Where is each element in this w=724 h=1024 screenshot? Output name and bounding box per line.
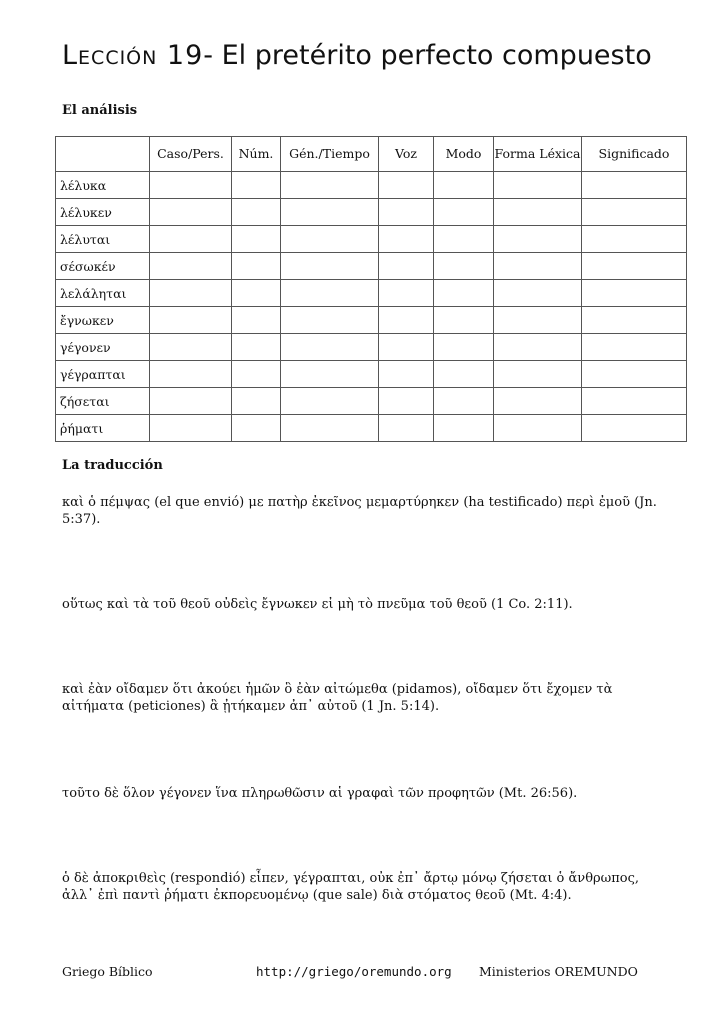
answer-cell[interactable]: [434, 172, 494, 199]
translation-sentence-5: ὁ δὲ ἀποκριθεὶς (respondió) εἶπεν, γέγραπται, οὐκ ἐπ᾽ ἄρτῳ μόνῳ ζήσεται ὁ ἄνθρωπος, ἀλλ᾽ ἐπὶ παντὶ ῥήματι ἐκπορευομένῳ (que sale) διὰ στόματος θεοῦ (Mt. 4:4).: [62, 871, 640, 903]
title-separator: -: [203, 40, 222, 71]
answer-cell[interactable]: [232, 388, 281, 415]
answer-cell[interactable]: [494, 226, 582, 253]
table-row: [56, 253, 687, 280]
column-header-voice: Voz: [379, 137, 434, 172]
answer-cell[interactable]: [281, 199, 379, 226]
greek-word-cell: γέγραπται: [56, 361, 150, 388]
answer-cell[interactable]: [379, 226, 434, 253]
answer-cell[interactable]: [494, 334, 582, 361]
answer-cell[interactable]: [379, 280, 434, 307]
answer-cell[interactable]: [379, 307, 434, 334]
greek-word-cell: ἔγνωκεν: [56, 307, 150, 334]
greek-word-cell: λέλυται: [56, 226, 150, 253]
table-row: [56, 415, 687, 442]
lesson-subject: El pretérito perfecto compuesto: [221, 40, 652, 71]
answer-cell[interactable]: [150, 172, 232, 199]
answer-cell[interactable]: [379, 415, 434, 442]
answer-cell[interactable]: [434, 199, 494, 226]
answer-cell[interactable]: [281, 226, 379, 253]
page-title: [62, 40, 652, 71]
column-header-meaning: Significado: [582, 137, 687, 172]
analysis-table: [55, 136, 687, 442]
answer-cell[interactable]: [582, 334, 687, 361]
answer-cell[interactable]: [150, 334, 232, 361]
answer-cell[interactable]: [494, 388, 582, 415]
table-row: [56, 280, 687, 307]
answer-cell[interactable]: [281, 388, 379, 415]
footer-url: http://griego/oremundo.org: [256, 964, 452, 979]
answer-cell[interactable]: [494, 172, 582, 199]
answer-cell[interactable]: [281, 172, 379, 199]
greek-word-cell: λελάληται: [56, 280, 150, 307]
column-header-word: [56, 137, 150, 172]
answer-cell[interactable]: [232, 334, 281, 361]
answer-cell[interactable]: [232, 253, 281, 280]
answer-cell[interactable]: [281, 253, 379, 280]
answer-cell[interactable]: [582, 253, 687, 280]
greek-word-cell: σέσωκέν: [56, 253, 150, 280]
column-header-mood: Modo: [434, 137, 494, 172]
answer-cell[interactable]: [494, 415, 582, 442]
greek-word-cell: λέλυκεν: [56, 199, 150, 226]
answer-cell[interactable]: [434, 307, 494, 334]
answer-cell[interactable]: [582, 172, 687, 199]
answer-cell[interactable]: [434, 388, 494, 415]
table-row: [56, 172, 687, 199]
greek-word-cell: ζήσεται: [56, 388, 150, 415]
answer-cell[interactable]: [281, 361, 379, 388]
table-row: [56, 334, 687, 361]
answer-cell[interactable]: [150, 307, 232, 334]
table-row: [56, 361, 687, 388]
table-header-row: [56, 137, 687, 172]
answer-cell[interactable]: [379, 334, 434, 361]
answer-cell[interactable]: [150, 388, 232, 415]
greek-word-cell: ῥήματι: [56, 415, 150, 442]
answer-cell[interactable]: [494, 280, 582, 307]
table-row: [56, 388, 687, 415]
answer-cell[interactable]: [434, 415, 494, 442]
answer-cell[interactable]: [434, 361, 494, 388]
answer-cell[interactable]: [379, 199, 434, 226]
translation-heading: La traducción: [62, 458, 163, 473]
answer-cell[interactable]: [582, 388, 687, 415]
answer-cell[interactable]: [434, 226, 494, 253]
translation-sentence-3: καὶ ἐὰν οἴδαμεν ὅτι ἀκούει ἡμῶν ὃ ἐὰν αἰτώμεθα (pidamos), οἴδαμεν ὅτι ἔχομεν τὰ αἰτήματα (peticiones) ἃ ᾐτήκαμεν ἀπ᾽ αὐτοῦ (1 Jn. 5:14).: [62, 682, 613, 714]
answer-cell[interactable]: [150, 415, 232, 442]
answer-cell[interactable]: [281, 334, 379, 361]
answer-cell[interactable]: [434, 334, 494, 361]
answer-cell[interactable]: [281, 307, 379, 334]
table-row: [56, 307, 687, 334]
answer-cell[interactable]: [582, 361, 687, 388]
answer-cell[interactable]: [434, 280, 494, 307]
answer-cell[interactable]: [494, 199, 582, 226]
answer-cell[interactable]: [582, 415, 687, 442]
answer-cell[interactable]: [582, 226, 687, 253]
answer-cell[interactable]: [494, 361, 582, 388]
answer-cell[interactable]: [232, 280, 281, 307]
answer-cell[interactable]: [379, 361, 434, 388]
answer-cell[interactable]: [281, 280, 379, 307]
answer-cell[interactable]: [232, 361, 281, 388]
answer-cell[interactable]: [232, 199, 281, 226]
answer-cell[interactable]: [582, 307, 687, 334]
footer-left: Griego Bíblico: [62, 964, 153, 979]
answer-cell[interactable]: [232, 415, 281, 442]
answer-cell[interactable]: [232, 226, 281, 253]
column-header-case: Caso/Pers.: [150, 137, 232, 172]
answer-cell[interactable]: [150, 226, 232, 253]
answer-cell[interactable]: [582, 280, 687, 307]
answer-cell[interactable]: [379, 388, 434, 415]
answer-cell[interactable]: [150, 280, 232, 307]
answer-cell[interactable]: [150, 199, 232, 226]
translation-sentence-4: τοῦτο δὲ ὅλον γέγονεν ἵνα πληρωθῶσιν αἱ γραφαὶ τῶν προφητῶν (Mt. 26:56).: [62, 786, 578, 801]
answer-cell[interactable]: [232, 172, 281, 199]
answer-cell[interactable]: [379, 253, 434, 280]
analysis-heading: El análisis: [62, 103, 138, 118]
greek-word-cell: γέγονεν: [56, 334, 150, 361]
answer-cell[interactable]: [494, 253, 582, 280]
column-header-gender-tense: Gén./Tiempo: [281, 137, 379, 172]
answer-cell[interactable]: [379, 172, 434, 199]
greek-word-cell: λέλυκα: [56, 172, 150, 199]
answer-cell[interactable]: [434, 253, 494, 280]
answer-cell[interactable]: [150, 253, 232, 280]
answer-cell[interactable]: [494, 307, 582, 334]
column-header-lexical-form: Forma Léxica: [494, 137, 582, 172]
translation-sentence-2: οὕτως καὶ τὰ τοῦ θεοῦ οὐδεὶς ἔγνωκεν εἰ μὴ τὸ πνεῦμα τοῦ θεοῦ (1 Co. 2:11).: [62, 597, 573, 612]
footer-right: Ministerios OREMUNDO: [479, 964, 638, 979]
answer-cell[interactable]: [150, 361, 232, 388]
table-row: [56, 199, 687, 226]
answer-cell[interactable]: [232, 307, 281, 334]
table-row: [56, 226, 687, 253]
translation-sentence-1: καὶ ὁ πέμψας (el que envió) με πατὴρ ἐκεῖνος μεμαρτύρηκεν (ha testificado) περὶ ἐμοῦ (Jn. 5:37).: [62, 495, 657, 527]
lesson-number: Lección 19: [62, 40, 204, 71]
answer-cell[interactable]: [582, 199, 687, 226]
column-header-number: Núm.: [232, 137, 281, 172]
answer-cell[interactable]: [281, 415, 379, 442]
